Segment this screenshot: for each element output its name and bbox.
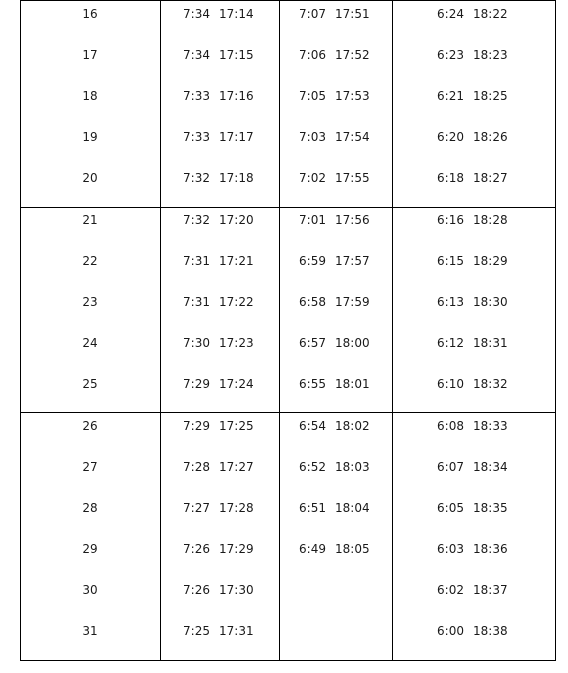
sunrise-time: 6:52 [299, 460, 326, 474]
time-pair-col-2 [296, 251, 416, 271]
sunrise-time: 7:01 [299, 213, 326, 227]
time-pair-col-2 [296, 168, 416, 188]
day-number: 22 [82, 254, 98, 268]
sunrise-time: 7:28 [183, 460, 210, 474]
sunrise-time: 6:51 [299, 501, 326, 515]
time-pair-col-1 [180, 374, 300, 394]
time-pair-col-3 [434, 374, 554, 394]
sunrise-time: 6:55 [299, 377, 326, 391]
day-number: 18 [82, 89, 98, 103]
sunset-time: 17:17 [219, 130, 254, 144]
sunset-time: 17:28 [219, 501, 254, 515]
sunrise-time: 7:34 [183, 48, 210, 62]
day-number: 20 [82, 171, 98, 185]
time-pair-col-2 [296, 457, 416, 477]
sunset-time: 17:21 [219, 254, 254, 268]
time-pair-col-1 [180, 621, 300, 641]
sunset-time: 18:34 [473, 460, 508, 474]
time-pair-col-1 [180, 251, 300, 271]
time-pair-col-1 [180, 168, 300, 188]
sunrise-time: 7:33 [183, 89, 210, 103]
time-pair-col-1 [180, 4, 300, 24]
time-pair-col-3 [434, 127, 554, 147]
sunset-time: 17:30 [219, 583, 254, 597]
day-number: 23 [82, 295, 98, 309]
sunrise-time: 6:00 [437, 624, 464, 638]
sunset-time: 18:05 [335, 542, 370, 556]
sunrise-time: 6:18 [437, 171, 464, 185]
time-pair-col-3 [434, 580, 554, 600]
time-pair-col-2 [296, 539, 416, 559]
row-group-divider-2 [20, 412, 556, 413]
sunset-time: 18:33 [473, 419, 508, 433]
sunrise-time: 6:58 [299, 295, 326, 309]
time-pair-col-1 [180, 498, 300, 518]
day-number: 16 [82, 7, 98, 21]
sunrise-time: 7:33 [183, 130, 210, 144]
sunset-time: 18:02 [335, 419, 370, 433]
time-pair-col-1 [180, 580, 300, 600]
sunset-time: 17:15 [219, 48, 254, 62]
time-pair-col-1 [180, 127, 300, 147]
day-number: 26 [82, 419, 98, 433]
time-pair-col-3 [434, 621, 554, 641]
time-pair-col-3 [434, 457, 554, 477]
sunrise-time: 7:07 [299, 7, 326, 21]
sunrise-time: 7:29 [183, 377, 210, 391]
sunrise-time: 6:08 [437, 419, 464, 433]
time-pair-col-3 [434, 4, 554, 24]
time-pair-col-3 [434, 416, 554, 436]
sunset-time: 18:37 [473, 583, 508, 597]
sunrise-time: 7:05 [299, 89, 326, 103]
sunrise-time: 6:23 [437, 48, 464, 62]
sunset-time: 17:57 [335, 254, 370, 268]
time-pair-col-3 [434, 539, 554, 559]
sunset-time: 18:27 [473, 171, 508, 185]
sunset-time: 18:04 [335, 501, 370, 515]
sunrise-time: 7:31 [183, 254, 210, 268]
sunset-time: 18:22 [473, 7, 508, 21]
sunset-time: 17:31 [219, 624, 254, 638]
sunrise-time: 7:29 [183, 419, 210, 433]
time-pair-col-3 [434, 210, 554, 230]
day-number: 30 [82, 583, 98, 597]
table-border-right [555, 0, 556, 661]
sunset-time: 17:24 [219, 377, 254, 391]
sunset-time: 17:54 [335, 130, 370, 144]
sunrise-time: 7:32 [183, 213, 210, 227]
sunrise-time: 7:26 [183, 542, 210, 556]
time-pair-col-3 [434, 251, 554, 271]
sunrise-time: 7:34 [183, 7, 210, 21]
column-divider-1 [160, 0, 161, 661]
time-pair-col-2 [296, 86, 416, 106]
sunset-time: 17:51 [335, 7, 370, 21]
sunset-time: 17:59 [335, 295, 370, 309]
sunset-time: 18:28 [473, 213, 508, 227]
time-pair-col-3 [434, 86, 554, 106]
sunset-time: 18:31 [473, 336, 508, 350]
sunset-time: 17:56 [335, 213, 370, 227]
sunset-time: 18:23 [473, 48, 508, 62]
sunset-time: 17:16 [219, 89, 254, 103]
sunrise-time: 7:32 [183, 171, 210, 185]
sunset-time: 18:00 [335, 336, 370, 350]
time-pair-col-1 [180, 292, 300, 312]
time-pair-col-2 [296, 333, 416, 353]
sunset-time: 17:29 [219, 542, 254, 556]
time-pair-col-2 [296, 292, 416, 312]
sunrise-time: 7:26 [183, 583, 210, 597]
time-pair-col-3 [434, 45, 554, 65]
sunset-time: 18:26 [473, 130, 508, 144]
time-pair-col-3 [434, 333, 554, 353]
day-number: 21 [82, 213, 98, 227]
time-pair-col-2 [296, 498, 416, 518]
day-number: 25 [82, 377, 98, 391]
day-number: 29 [82, 542, 98, 556]
sunrise-time: 6:49 [299, 542, 326, 556]
time-pair-col-3 [434, 498, 554, 518]
sunset-time: 17:55 [335, 171, 370, 185]
sunrise-time: 6:05 [437, 501, 464, 515]
sunrise-time: 6:12 [437, 336, 464, 350]
sunset-time: 18:38 [473, 624, 508, 638]
time-pair-col-1 [180, 333, 300, 353]
time-pair-col-1 [180, 539, 300, 559]
sunset-time: 17:25 [219, 419, 254, 433]
day-number: 24 [82, 336, 98, 350]
sunrise-time: 6:10 [437, 377, 464, 391]
sunrise-time: 6:15 [437, 254, 464, 268]
sunset-time: 18:36 [473, 542, 508, 556]
time-pair-col-3 [434, 292, 554, 312]
sunrise-time: 7:30 [183, 336, 210, 350]
time-pair-col-3 [434, 168, 554, 188]
time-pair-col-2 [296, 4, 416, 24]
sunrise-time: 6:54 [299, 419, 326, 433]
sunrise-time: 7:06 [299, 48, 326, 62]
sunrise-time: 6:57 [299, 336, 326, 350]
sunrise-time: 6:16 [437, 213, 464, 227]
row-group-divider-1 [20, 207, 556, 208]
day-number: 17 [82, 48, 98, 62]
sunrise-time: 6:07 [437, 460, 464, 474]
sunset-time: 18:29 [473, 254, 508, 268]
table-border-top [20, 0, 556, 1]
sunrise-time: 6:03 [437, 542, 464, 556]
time-pair-col-2 [296, 127, 416, 147]
time-pair-col-2 [296, 210, 416, 230]
sunrise-time: 7:25 [183, 624, 210, 638]
sunset-time: 17:52 [335, 48, 370, 62]
sunset-time: 18:03 [335, 460, 370, 474]
sunset-time: 18:25 [473, 89, 508, 103]
sunrise-time: 6:59 [299, 254, 326, 268]
sunrise-time: 6:24 [437, 7, 464, 21]
sunset-time: 18:01 [335, 377, 370, 391]
sunrise-time: 7:02 [299, 171, 326, 185]
day-number: 31 [82, 624, 98, 638]
day-number: 19 [82, 130, 98, 144]
day-number: 28 [82, 501, 98, 515]
sunrise-time: 7:03 [299, 130, 326, 144]
day-number: 27 [82, 460, 98, 474]
time-pair-col-1 [180, 86, 300, 106]
sunset-time: 17:18 [219, 171, 254, 185]
time-pair-col-2 [296, 45, 416, 65]
sunrise-sunset-table [20, 0, 556, 661]
time-pair-col-2 [296, 416, 416, 436]
sunrise-time: 7:31 [183, 295, 210, 309]
time-pair-col-1 [180, 45, 300, 65]
sunset-time: 18:35 [473, 501, 508, 515]
sunset-time: 18:32 [473, 377, 508, 391]
sunrise-time: 7:27 [183, 501, 210, 515]
sunrise-time: 6:02 [437, 583, 464, 597]
sunrise-time: 6:20 [437, 130, 464, 144]
time-pair-col-1 [180, 457, 300, 477]
time-pair-col-1 [180, 416, 300, 436]
time-pair-col-1 [180, 210, 300, 230]
sunset-time: 17:14 [219, 7, 254, 21]
sunrise-time: 6:21 [437, 89, 464, 103]
sunset-time: 17:53 [335, 89, 370, 103]
sunset-time: 17:20 [219, 213, 254, 227]
sunrise-time: 6:13 [437, 295, 464, 309]
time-pair-col-2 [296, 374, 416, 394]
sunset-time: 17:22 [219, 295, 254, 309]
sunset-time: 18:30 [473, 295, 508, 309]
sunset-time: 17:27 [219, 460, 254, 474]
table-border-bottom [20, 660, 556, 661]
sunset-time: 17:23 [219, 336, 254, 350]
